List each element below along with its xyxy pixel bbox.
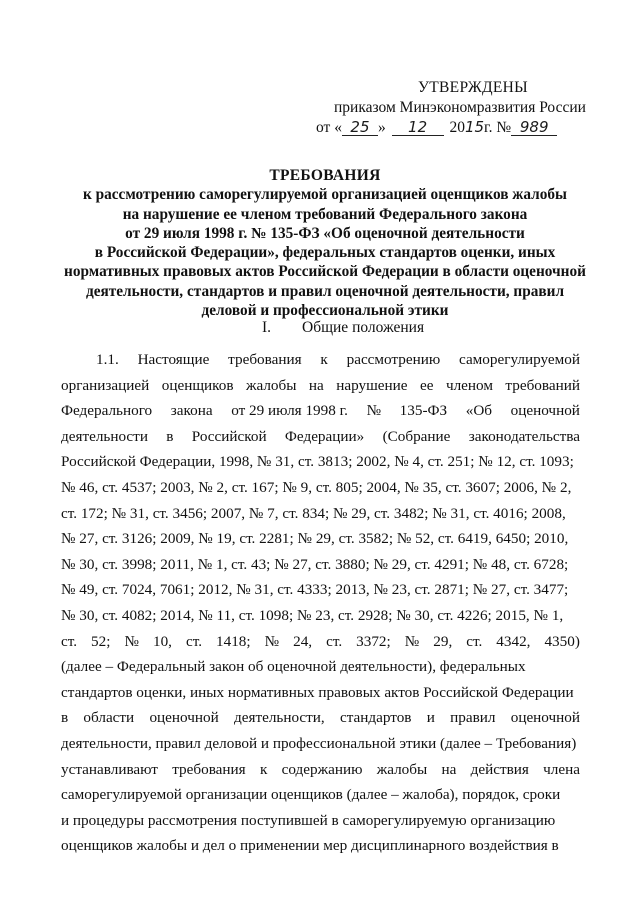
body-line: [61, 475, 580, 501]
body-word: содержанию: [281, 760, 363, 778]
title-main: ТРЕБОВАНИЯ: [269, 167, 381, 184]
body-word: нарушение: [336, 376, 408, 394]
body-word: деятельности, правил деловой и профессиональной этики (далее – Требования): [61, 734, 577, 752]
title-line: деятельности, стандартов и правил оценочной деятельности, правил: [85, 282, 565, 300]
body-word: и: [426, 709, 435, 727]
body-word: №: [366, 402, 382, 420]
body-line: [61, 552, 580, 578]
body-line: [61, 629, 580, 655]
body-line: [61, 654, 580, 680]
body-word: жалобы: [376, 760, 428, 778]
body-word: оценочной: [149, 709, 219, 727]
body-word: ст.: [185, 632, 202, 650]
body-word: саморегулируемой: [459, 351, 580, 368]
body-word: 24,: [293, 632, 313, 650]
title-line: от 29 июля 1998 г. № 135-ФЗ «Об оценочной деятельности: [125, 224, 525, 242]
body-line: [61, 373, 580, 399]
body-word: организацией: [61, 376, 150, 394]
body-word: от 29 июля 1998 г.: [231, 402, 348, 420]
body-word: деятельности,: [233, 709, 325, 727]
title-line: на нарушение ее членом требований Федерального закона: [122, 205, 528, 223]
body-word: на: [441, 760, 457, 778]
number-prefix: г. №: [484, 119, 512, 136]
document-title: [60, 166, 590, 320]
body-word: (Собрание: [382, 427, 451, 445]
body-line: [61, 757, 580, 783]
body-line: [61, 501, 580, 527]
body-line: [61, 577, 580, 603]
body-word: законодательства: [468, 427, 580, 445]
body-word: закона: [170, 402, 213, 420]
body-word: в: [166, 427, 174, 445]
body-word: действия: [470, 760, 529, 778]
body-word: № 30, ст. 3998; 2011, № 1, ст. 43; № 27, ст. 3880; № 29, ст. 4291; № 48, ст. 6728;: [61, 555, 569, 573]
title-line: деловой и профессиональной этики: [201, 302, 449, 320]
body-word: №: [264, 632, 280, 650]
body-line: [61, 731, 580, 757]
approval-stamp: [316, 78, 616, 138]
body-word: и процедуры рассмотрения поступившей в саморегулируемую организацию: [61, 811, 556, 829]
body-word: к: [259, 760, 268, 778]
body-word: Настоящие: [137, 351, 210, 368]
date-prefix: от «: [316, 119, 342, 136]
approval-date: [316, 118, 616, 138]
body-word: оценочной: [510, 402, 580, 420]
body-word: оценочной: [510, 709, 580, 727]
body-line: [61, 680, 580, 706]
body-word: в: [61, 709, 69, 727]
body-word: саморегулируемой организации оценщиков (далее – жалоба), порядок, сроки: [61, 786, 561, 804]
body-line: [61, 347, 580, 373]
body-word: стандартов: [339, 709, 412, 727]
body-word: 3372;: [356, 632, 391, 650]
handwritten-order-number: 989: [511, 119, 557, 136]
body-word: Федерального: [61, 402, 153, 420]
approval-order: приказом Минэкономразвития России: [334, 99, 586, 116]
body-word: 1418;: [216, 632, 251, 650]
body-word: №: [124, 632, 139, 650]
body-word: члена: [543, 760, 580, 778]
section-number: I.: [262, 319, 272, 336]
handwritten-year: 15: [464, 118, 485, 136]
body-word: требования: [228, 351, 302, 368]
body-word: оценщиков: [161, 376, 234, 394]
title-line: к рассмотрению саморегулируемой организацией оценщиков жалобы: [82, 186, 568, 204]
body-word: 4350): [544, 632, 580, 650]
title-line: нормативных правовых актов Российской Федерации в области оценочной: [64, 263, 586, 281]
body-word: № 30, ст. 4082; 2014, № 11, ст. 1098; № 23, ст. 2928; № 30, ст. 4226; 2015, № 1,: [61, 606, 564, 624]
body-line: [61, 705, 580, 731]
body-word: рассмотрению: [346, 351, 441, 368]
body-text: [61, 347, 580, 859]
body-line: [61, 449, 580, 475]
body-line: [61, 424, 580, 450]
body-word: 4342,: [496, 632, 531, 650]
body-word: Российской Федерации, 1998, № 31, ст. 3813; 2002, № 4, ст. 251; № 12, ст. 1093;: [61, 453, 574, 471]
body-word: 29,: [433, 632, 453, 650]
body-word: деятельности: [61, 427, 148, 445]
body-word: 52;: [91, 632, 111, 650]
body-word: «Об: [465, 402, 493, 420]
body-word: области: [83, 709, 135, 727]
body-line: [61, 808, 580, 834]
body-word: правил: [450, 709, 496, 727]
body-word: № 46, ст. 4537; 2003, № 2, ст. 167; № 9, ст. 805; 2004, № 35, ст. 3607; 2006, № 2,: [61, 478, 572, 496]
body-line: [61, 603, 580, 629]
body-word: 1.1.: [96, 351, 119, 368]
approval-title: УТВЕРЖДЕНЫ: [418, 79, 528, 96]
body-word: ст. 172; № 31, ст. 3456; 2007, № 7, ст. 834; № 29, ст. 3482; № 31, ст. 4016; 2008,: [61, 504, 566, 522]
body-word: 135-ФЗ: [399, 402, 448, 420]
body-word: требований: [505, 376, 580, 394]
body-word: Федерации»: [284, 427, 365, 445]
body-line: [61, 833, 580, 859]
body-line: [61, 526, 580, 552]
body-word: №: [404, 632, 420, 650]
body-word: к: [320, 351, 328, 368]
body-word: жалобы: [245, 376, 297, 394]
body-word: стандартов оценки, иных нормативных правовых актов Российской Федерации: [61, 683, 574, 701]
year-prefix: 20: [449, 119, 465, 136]
title-line: в Российской Федерации», федеральных стандартов оценки, иных: [94, 244, 556, 262]
body-line: [61, 398, 580, 424]
body-word: членом: [445, 376, 493, 394]
body-word: устанавливают: [61, 760, 158, 778]
body-word: ее: [420, 376, 434, 394]
handwritten-day: 25: [342, 119, 378, 136]
handwritten-month: 12: [392, 119, 444, 136]
body-word: № 27, ст. 3126; 2009, № 19, ст. 2281; № 29, ст. 3582; № 52, ст. 6419, 6450; 2010,: [61, 530, 569, 548]
body-line: [61, 782, 580, 808]
body-word: (далее – Федеральный закон об оценочной деятельности), федеральных: [61, 658, 526, 676]
date-mid: »: [377, 119, 386, 136]
body-word: ст.: [326, 632, 343, 650]
body-word: на: [308, 376, 324, 394]
section-title: Общие положения: [302, 319, 425, 336]
body-word: № 49, ст. 7024, 7061; 2012, № 31, ст. 4333; 2013, № 23, ст. 2871; № 27, ст. 3477;: [61, 581, 569, 599]
body-word: требования: [172, 760, 246, 778]
body-word: ст.: [61, 632, 78, 650]
body-word: 10,: [152, 632, 172, 650]
body-word: оценщиков жалобы и дел о применении мер дисциплинарного воздействия в: [61, 837, 559, 855]
body-word: Российской: [191, 427, 267, 445]
body-word: ст.: [466, 632, 483, 650]
